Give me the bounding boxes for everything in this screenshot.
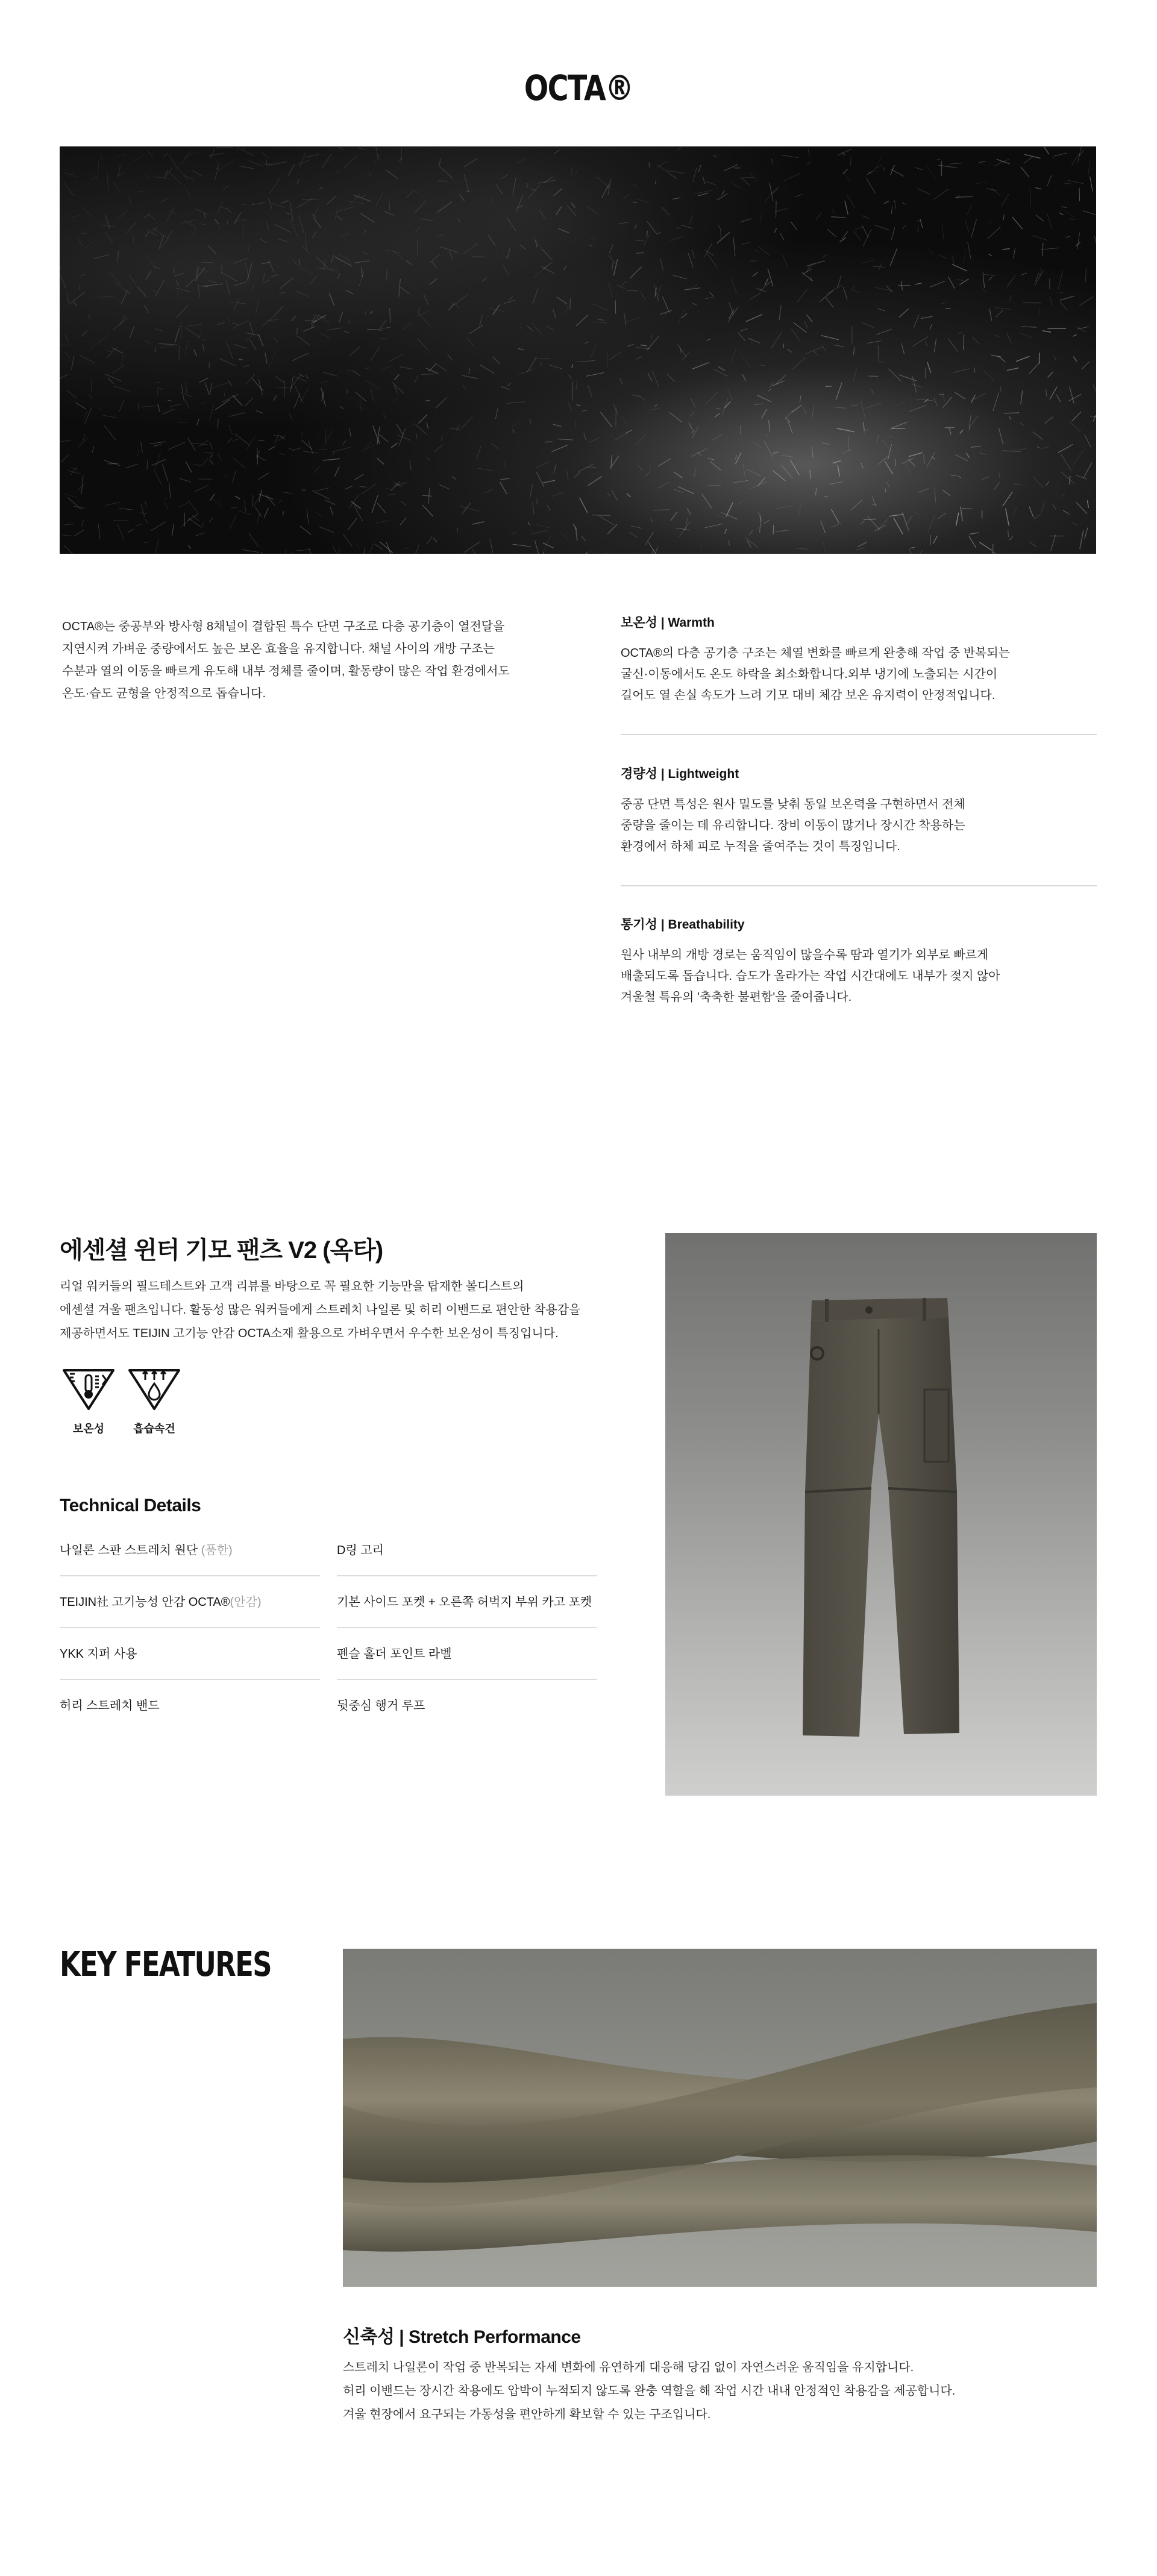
feature-line: 굴신·이동에서도 온도 하락을 최소화합니다.외부 냉기에 노출되는 시간이 [621,668,998,681]
feature-breathability [621,915,1097,1008]
spec-list-right [337,1525,597,1732]
key-features-title: KEY FEATURES [60,1945,271,1984]
feature-line: 중공 단면 특성은 원사 밀도를 낮춰 동일 보온력을 구현하면서 전체 [621,798,965,811]
technical-details-title: Technical Details [60,1496,201,1515]
spec-item: 나일론 스판 스트레치 원단 (품한) [60,1525,320,1576]
feature-lightweight [621,764,1097,857]
product-description [60,1275,602,1346]
product-description-line: 제공하면서도 TEIJIN 고기능 안감 OCTA소재 활용으로 가벼우면서 우수한 보온성이 특징입니다. [60,1327,559,1340]
product-pants-image [665,1233,1097,1796]
spec-item: 허리 스트레치 밴드 [60,1699,160,1713]
fabric-stretch-image [343,1949,1097,2287]
spec-item: 펜슬 홀더 포인트 라벨 [337,1628,597,1680]
thermometer-icon [61,1368,116,1411]
feature-title: 보온성 | Warmth [621,616,715,630]
spec-item: TEIJIN社 고기능성 안감 OCTA®(안감) [60,1576,320,1628]
feature-line: 원사 내부의 개방 경로는 움직임이 많을수록 땀과 열기가 외부로 빠르게 [621,948,989,962]
fabric-illustration [343,1949,1097,2287]
fiber-texture [60,146,1096,554]
octa-title: OCTA® [524,67,633,108]
feature-line: 길어도 열 손실 속도가 느려 기모 대비 체감 보온 유지력이 안정적입니다. [621,689,996,702]
key-feature-line: 겨울 현장에서 요구되는 가동성을 편안하게 확보할 수 있는 구조입니다. [343,2408,711,2421]
spec-item: D링 고리 [337,1525,597,1576]
feature-title: 통기성 | Breathability [621,918,745,932]
spec-item: YKK 지퍼 사용 [60,1628,320,1680]
moisture-drop-icon [127,1368,181,1411]
product-title: 에센셜 윈터 기모 팬츠 V2 (옥타) [60,1237,383,1264]
key-feature-subtitle: 신축성 | Stretch Performance [343,2327,581,2347]
pants-illustration [665,1233,1097,1796]
badge-warmth [60,1368,118,1436]
octa-intro-line: 수분과 열의 이동을 빠르게 유도해 내부 정체를 줄이며, 활동량이 많은 작업 환경에서도 [62,665,510,678]
product-description-line: 리얼 워커들의 필드테스트와 고객 리뷰를 바탕으로 꼭 필요한 기능만을 탑재한 볼디스트의 [60,1280,524,1293]
feature-line: 겨울철 특유의 '축축한 불편함'을 줄여줍니다. [621,991,852,1004]
divider [621,885,1097,886]
octa-fiber-hero-image [60,146,1096,554]
key-feature-body [343,2356,1097,2427]
badge-label: 흡습속건 [133,1423,175,1435]
key-feature-line: 스트레치 나일론이 작업 중 반복되는 자세 변화에 유연하게 대응해 당김 없이 자연스러운 움직임을 유지합니다. [343,2361,914,2374]
badge-moisture [125,1368,183,1436]
spec-item: 뒷중심 행거 루프 [337,1699,425,1713]
feature-line: 배출되도록 돕습니다. 습도가 올라가는 작업 시간대에도 내부가 젖지 않아 [621,970,1000,983]
octa-intro-line: OCTA®는 중공부와 방사형 8채널이 결합된 특수 단면 구조로 다층 공기층이 열전달을 [62,620,505,633]
product-description-line: 에센셜 겨울 팬츠입니다. 활동성 많은 워커들에게 스트레치 나일론 및 허리 이밴드로 편안한 착용감을 [60,1303,581,1317]
octa-intro-text [62,616,520,705]
feature-line: 환경에서 하체 피로 누적을 줄여주는 것이 특징입니다. [621,840,900,853]
feature-line: 중량을 줄이는 데 유리합니다. 장비 이동이 많거나 장시간 착용하는 [621,819,965,832]
feature-title: 경량성 | Lightweight [621,767,739,781]
badge-label: 보온성 [72,1423,105,1435]
spec-list-left [60,1525,320,1732]
octa-intro-line: 온도·습도 균형을 안정적으로 돕습니다. [62,687,266,700]
octa-intro-line: 지연시켜 가벼운 중량에서도 높은 보온 효율을 유지합니다. 채널 사이의 개방 구조는 [62,642,495,656]
divider [621,734,1097,735]
feature-line: OCTA®의 다층 공기층 구조는 체열 변화를 빠르게 완충해 작업 중 반복되는 [621,647,1011,660]
spec-item: 기본 사이드 포켓 + 오른쪽 허벅지 부위 카고 포켓 [337,1576,597,1628]
feature-warmth [621,613,1097,706]
key-feature-line: 허리 이밴드는 장시간 착용에도 압박이 누적되지 않도록 완충 역할을 해 작업 시간 내내 안정적인 착용감을 제공합니다. [343,2384,956,2398]
